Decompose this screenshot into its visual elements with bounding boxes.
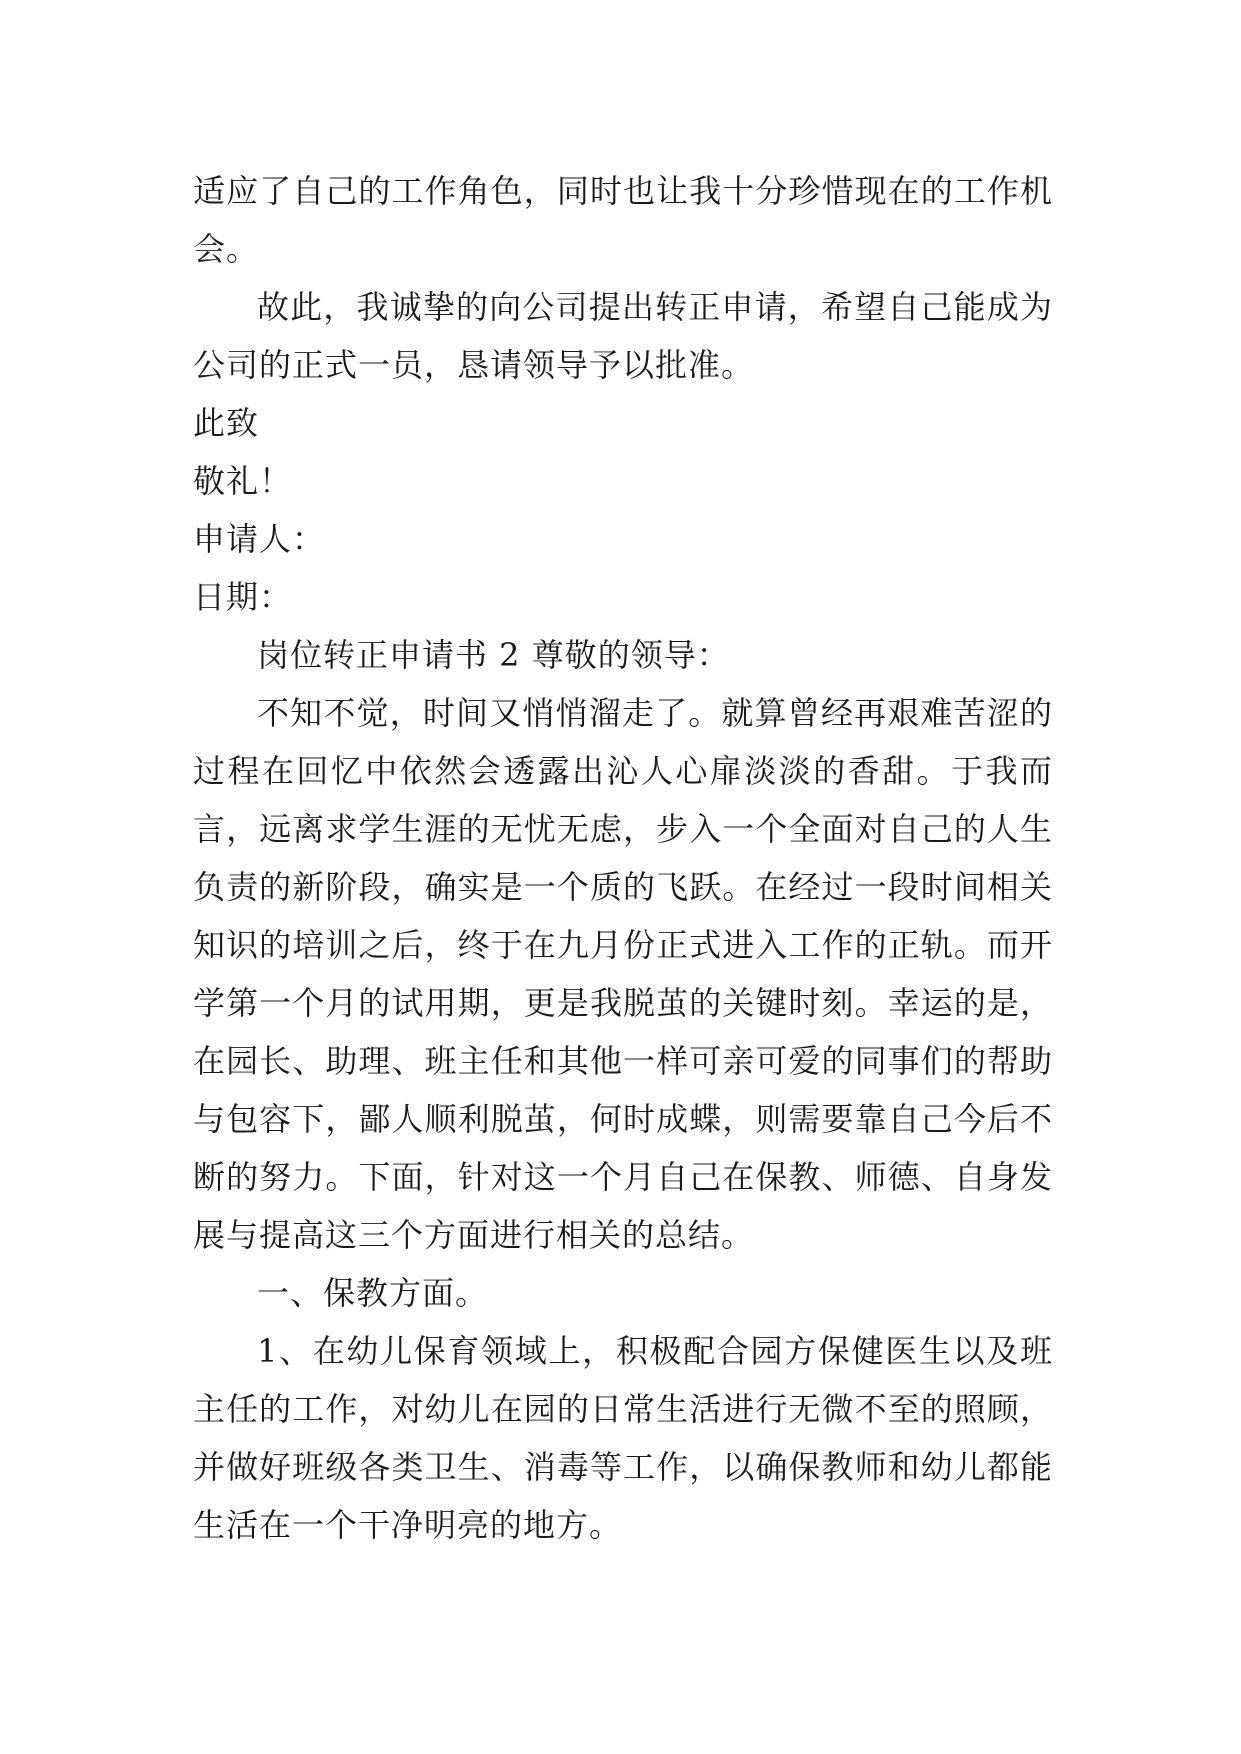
closing-cizhi: 此致	[193, 404, 260, 442]
paragraph-intro: 不知不觉，时间又悄悄溜走了。就算曾经再艰难苦涩的过程在回忆中依然会透露出沁人心扉淡淡的香甜。于我而言，远离求学生涯的无忧无虑，步入一个全面对自己的人生负责的新阶段，确实是一个质的飞跃。在经过一段时间相关知识的培训之后，终于在九月份正式进入工作的正轨。而开学第一个月的试用期，更是我脱茧的关键时刻。幸运的是，在园长、助理、班主任和其他一样可亲可爱的同事们的帮助与包容下，鄙人顺利脱茧，何时成蝶，则需要靠自己今后不断的努力。下面，针对这一个月自己在保教、师德、自身发展与提高这三个方面进行相关的总结。	[193, 694, 1053, 1254]
section-heading: 一、保教方面。	[257, 1274, 489, 1312]
date-label: 日期：	[193, 578, 293, 616]
paragraph-item-1: 1、在幼儿保育领域上，积极配合园方保健医生以及班主任的工作，对幼儿在园的日常生活进行无微不至的照顾，并做好班级各类卫生、消毒等工作，以确保教师和幼儿都能生活在一个干净明亮的地方。	[193, 1332, 1053, 1544]
letter-heading: 岗位转正申请书 2 尊敬的领导：	[257, 636, 730, 674]
paragraph-request: 故此，我诚挚的向公司提出转正申请，希望自己能成为公司的正式一员，恳请领导予以批准。	[193, 288, 1053, 384]
closing-jingli: 敬礼！	[193, 462, 293, 500]
document-body	[193, 162, 1053, 1554]
paragraph-continuation: 适应了自己的工作角色，同时也让我十分珍惜现在的工作机会。	[193, 172, 1053, 268]
applicant-label: 申请人：	[193, 520, 326, 558]
